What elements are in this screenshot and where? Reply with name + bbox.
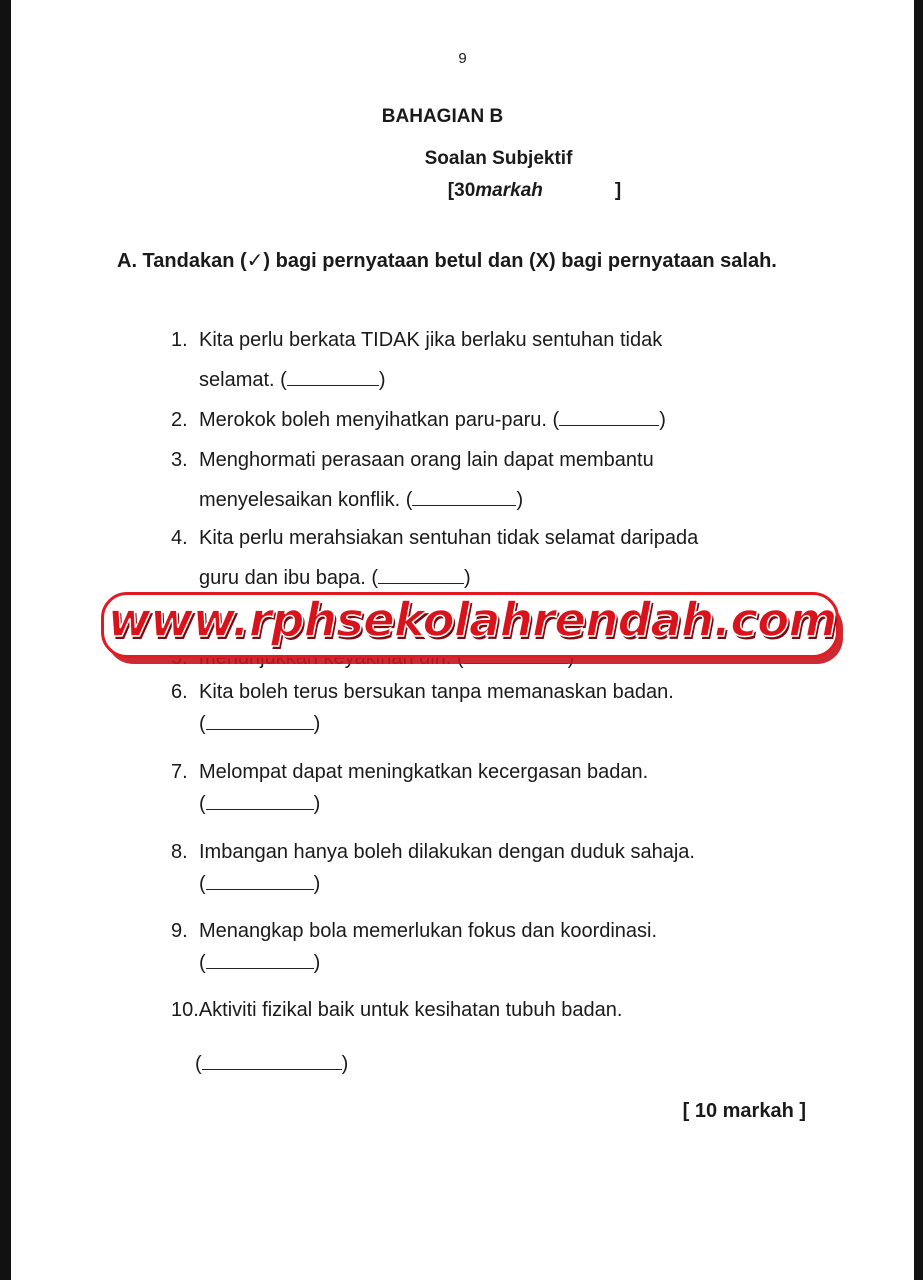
question-number: 8.: [171, 841, 188, 863]
watermark-banner: [101, 592, 843, 660]
question-number: 9.: [171, 920, 188, 942]
watermark-text: www.rphsekolahrendah.com: [107, 593, 837, 648]
question-text: Kita perlu merahsiakan sentuhan tidak selamat daripada: [199, 527, 699, 549]
bracket-open: (: [199, 952, 206, 974]
question-text: Melompat dapat meningkatkan kecergasan badan.: [199, 761, 649, 783]
question-number: 2.: [171, 409, 188, 431]
section-title: [11, 106, 914, 128]
question-text-cont: guru dan ibu bapa. (: [199, 567, 379, 589]
bracket-close: ): [313, 793, 321, 815]
question-number: 1.: [171, 329, 188, 351]
question-answer-line: [199, 400, 811, 440]
answer-blank[interactable]: [378, 565, 464, 584]
question-number: 10.: [171, 999, 199, 1021]
bracket-open: (: [199, 793, 206, 815]
question-item: [171, 676, 811, 740]
right-dark-edge: [914, 0, 923, 1280]
left-dark-edge: [0, 0, 11, 1280]
instruction: A. Tandakan (✓) bagi pernyataan betul dan (X) bagi pernyataan salah.: [117, 250, 777, 272]
answer-blank[interactable]: [287, 367, 379, 386]
question-text: Menangkap bola memerlukan fokus dan koordinasi.: [199, 920, 658, 942]
bracket-close: ): [313, 873, 321, 895]
question-number: 3.: [171, 449, 188, 471]
marks-open: [30: [447, 180, 476, 201]
question-item: [171, 518, 811, 598]
question-number: 4.: [171, 527, 188, 549]
bracket-close: ): [516, 489, 524, 511]
answer-blank[interactable]: [559, 407, 659, 426]
bracket-open: (: [195, 1053, 202, 1075]
question-text: Kita perlu berkata TIDAK jika berlaku sentuhan tidak: [199, 329, 663, 351]
bracket-close: ): [313, 713, 321, 735]
answer-blank[interactable]: [206, 950, 314, 969]
answer-blank[interactable]: [206, 791, 314, 810]
answer-blank[interactable]: [412, 487, 516, 506]
question-answer-line: [199, 708, 811, 740]
question-text-cont: menyelesaikan konflik. (: [199, 489, 413, 511]
answer-blank[interactable]: [206, 871, 314, 890]
question-item: [171, 400, 811, 440]
section-marks: [11, 180, 914, 202]
answer-blank[interactable]: [202, 1051, 342, 1070]
marks-close: ]: [614, 180, 622, 201]
question-item: [171, 440, 811, 520]
bracket-open: (: [199, 713, 206, 735]
question-answer-line: [199, 480, 811, 520]
bracket-close: ): [464, 567, 471, 589]
question-item: [171, 994, 811, 1080]
question-answer-line: [199, 788, 811, 820]
question-text-cont: selamat. (: [199, 369, 287, 391]
question-answer-line: [199, 868, 811, 900]
question-item: [171, 320, 811, 400]
marks-word: markah: [475, 180, 543, 201]
section-marks-text: [376, 180, 621, 202]
question-item: [171, 756, 811, 820]
bracket-close: ): [341, 1053, 349, 1075]
question-text: Kita boleh terus bersukan tanpa memanaskan badan.: [199, 681, 674, 703]
question-text: Aktiviti fizikal baik untuk kesihatan tubuh badan.: [198, 999, 623, 1021]
question-text: Imbangan hanya boleh dilakukan dengan duduk sahaja.: [199, 841, 695, 863]
bracket-close: ): [378, 369, 386, 391]
question-answer-line: [199, 947, 811, 979]
question-answer-line: [195, 1048, 811, 1080]
answer-blank[interactable]: [206, 711, 314, 730]
question-text: Merokok boleh menyihatkan paru-paru. (: [199, 409, 560, 431]
page-number: 9: [458, 50, 467, 67]
bracket-close: ): [659, 409, 666, 431]
question-item: [171, 836, 811, 900]
subtitle: [11, 148, 914, 170]
bracket-open: (: [199, 873, 206, 895]
total-marks: [ 10 markah ]: [682, 1100, 806, 1122]
question-number: 6.: [171, 681, 188, 703]
section-title-text: BAHAGIAN B: [381, 106, 504, 127]
question-number: 7.: [171, 761, 188, 783]
question-answer-line: [199, 360, 811, 400]
question-item: [171, 915, 811, 979]
bracket-close: ): [313, 952, 321, 974]
question-text: Menghormati perasaan orang lain dapat membantu: [199, 449, 654, 471]
document-page: [11, 0, 914, 1280]
subtitle-text: Soalan Subjektif: [424, 148, 573, 169]
